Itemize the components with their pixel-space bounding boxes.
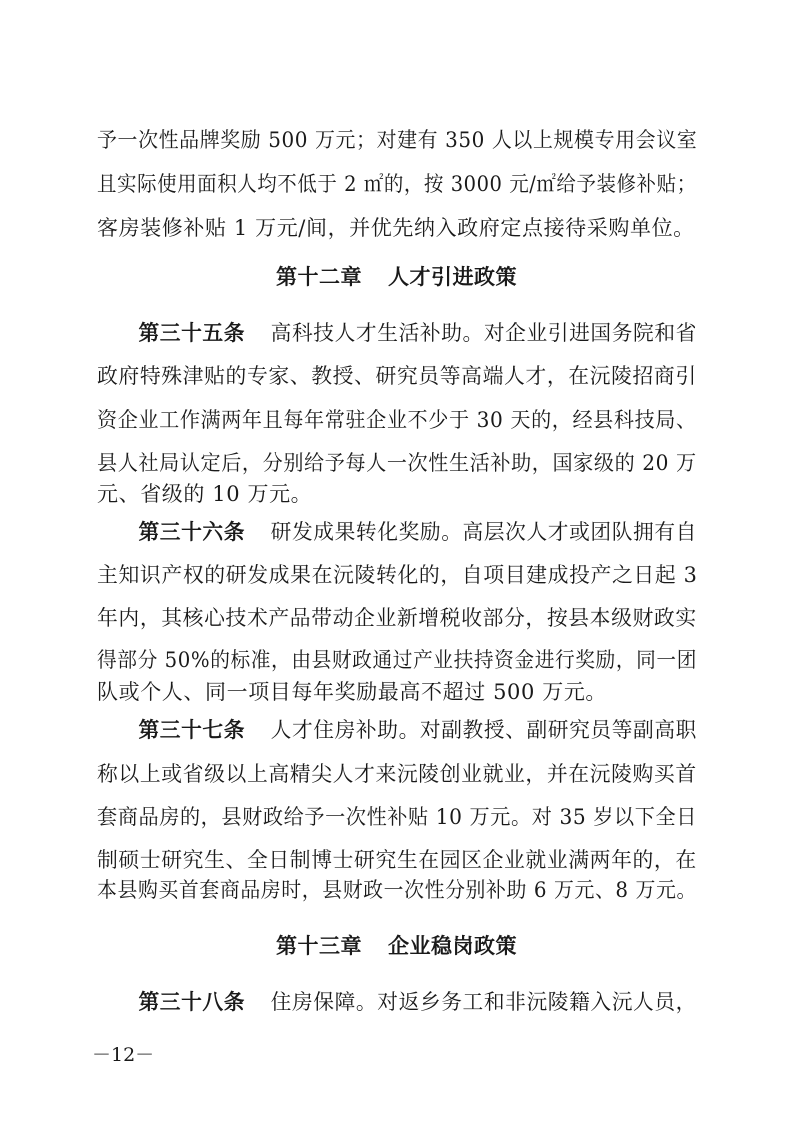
- article-38-first-line: [97, 990, 697, 1014]
- chapter-title: 人才引进政策: [388, 265, 517, 289]
- article-37-first-line: [97, 718, 697, 742]
- body-line: 资企业工作满两年且每年常驻企业不少于 30 天的，经县科技局、: [97, 408, 697, 432]
- chapter-number: 第十二章: [276, 265, 362, 289]
- body-line: 套商品房的，县财政给予一次性补贴 10 万元。对 35 岁以下全日: [97, 805, 697, 829]
- article-text: 高科技人才生活补助。对企业引进国务院和省: [270, 321, 697, 345]
- article-text: 研发成果转化奖励。高层次人才或团队拥有自: [270, 520, 697, 544]
- article-label: 第三十五条: [138, 321, 246, 345]
- body-line: 政府特殊津贴的专家、教授、研究员等高端人才，在沅陵招商引: [97, 364, 697, 388]
- chapter-title: 企业稳岗政策: [388, 934, 517, 958]
- body-line: 予一次性品牌奖励 500 万元；对建有 350 人以上规模专用会议室: [97, 128, 698, 152]
- body-line: 县人社局认定后，分别给予每人一次性生活补助，国家级的 20 万: [97, 451, 697, 475]
- body-line: 队或个人、同一项目每年奖励最高不超过 500 万元。: [97, 680, 608, 704]
- body-line: 且实际使用面积人均不低于 2 ㎡的，按 3000 元/㎡给予装修补贴；: [97, 172, 697, 196]
- body-line: 元、省级的 10 万元。: [97, 482, 313, 506]
- page-number: －12－: [92, 1044, 155, 1066]
- article-label: 第三十八条: [138, 990, 246, 1014]
- article-label: 第三十七条: [138, 718, 246, 742]
- body-line: 得部分 50%的标准，由县财政通过产业扶持资金进行奖励，同一团: [97, 648, 697, 672]
- body-line: 年内，其核心技术产品带动企业新增税收部分，按县本级财政实: [97, 606, 697, 630]
- article-label: 第三十六条: [138, 520, 246, 544]
- chapter-number: 第十三章: [276, 934, 362, 958]
- body-line: 制硕士研究生、全日制博士研究生在园区企业就业满两年的，在: [97, 848, 697, 872]
- chapter-heading-13: [0, 934, 793, 958]
- body-line: 本县购买首套商品房时，县财政一次性分别补助 6 万元、8 万元。: [97, 878, 697, 902]
- article-36-first-line: [97, 520, 697, 544]
- article-35-first-line: [97, 321, 697, 345]
- chapter-heading-12: [0, 265, 793, 289]
- article-text: 住房保障。对返乡务工和非沅陵籍入沅人员，: [270, 990, 697, 1014]
- body-line: 主知识产权的研发成果在沅陵转化的，自项目建成投产之日起 3: [97, 563, 698, 587]
- article-text: 人才住房补助。对副教授、副研究员等副高职: [270, 718, 697, 742]
- body-line: 客房装修补贴 1 万元/间，并优先纳入政府定点接待采购单位。: [97, 216, 695, 240]
- body-line: 称以上或省级以上高精尖人才来沅陵创业就业，并在沅陵购买首: [97, 762, 697, 786]
